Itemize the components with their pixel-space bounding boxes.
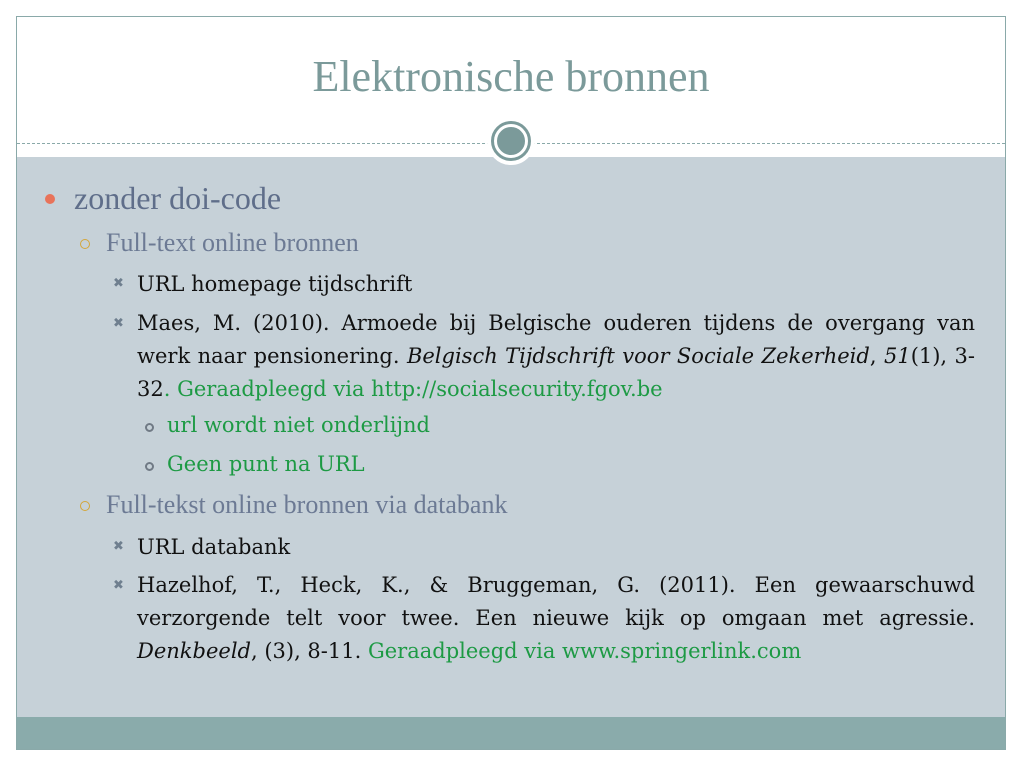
section-a-heading: Full-text online bronnen xyxy=(106,228,359,257)
x-mark-bullet-icon: ✖ xyxy=(113,578,124,593)
reference-separator: , xyxy=(869,344,884,368)
section-b-item-2 xyxy=(137,569,975,668)
section-b-item-1: URL databank xyxy=(137,535,291,559)
retrieved-from-link[interactable]: Geraadpleegd via www.springerlink.com xyxy=(367,639,802,663)
x-mark-bullet-icon: ✖ xyxy=(113,539,124,554)
filled-circle-bullet-icon xyxy=(45,194,55,204)
section-b-heading: Full-tekst online bronnen via databank xyxy=(106,490,508,519)
slide-title: Elektronische bronnen xyxy=(312,52,710,101)
small-ring-bullet-icon xyxy=(145,462,154,471)
journal-title: Denkbeeld xyxy=(137,639,251,663)
reference-text-start: Maes, M. (2010). Armoede bij Belgische ouderen tijdens de overgang van werk naar pensionering. xyxy=(137,311,975,368)
level1-text: zonder doi-code xyxy=(74,180,282,216)
ring-bullet-icon xyxy=(80,501,90,511)
sub-item-no-period-after-url: Geen punt na URL xyxy=(167,452,365,476)
journal-title: Belgisch Tijdschrift voor Sociale Zekerheid xyxy=(406,344,870,368)
small-ring-bullet-icon xyxy=(145,423,154,432)
reference-text-start: Hazelhof, T., Heck, K., & Bruggeman, G. (2011). Een gewaarschuwd verzorgende telt voor twee. Een nieuwe kijk op omgaan met agressie. xyxy=(137,573,975,630)
x-mark-bullet-icon: ✖ xyxy=(113,316,124,331)
sub-item-url-not-underlined: url wordt niet onderlijnd xyxy=(167,413,430,437)
section-a-item-2 xyxy=(137,307,975,406)
ring-bullet-icon xyxy=(80,239,90,249)
issue-pages: (1), 3-32 xyxy=(137,344,975,401)
x-mark-bullet-icon: ✖ xyxy=(113,276,124,291)
volume-number: 51 xyxy=(883,344,911,368)
section-a-item-1: URL homepage tijdschrift xyxy=(137,272,413,296)
retrieved-from-link[interactable]: . Geraadpleegd via http://socialsecurity.fgov.be xyxy=(163,377,663,401)
issue-pages: , (3), 8-11. xyxy=(250,639,368,663)
